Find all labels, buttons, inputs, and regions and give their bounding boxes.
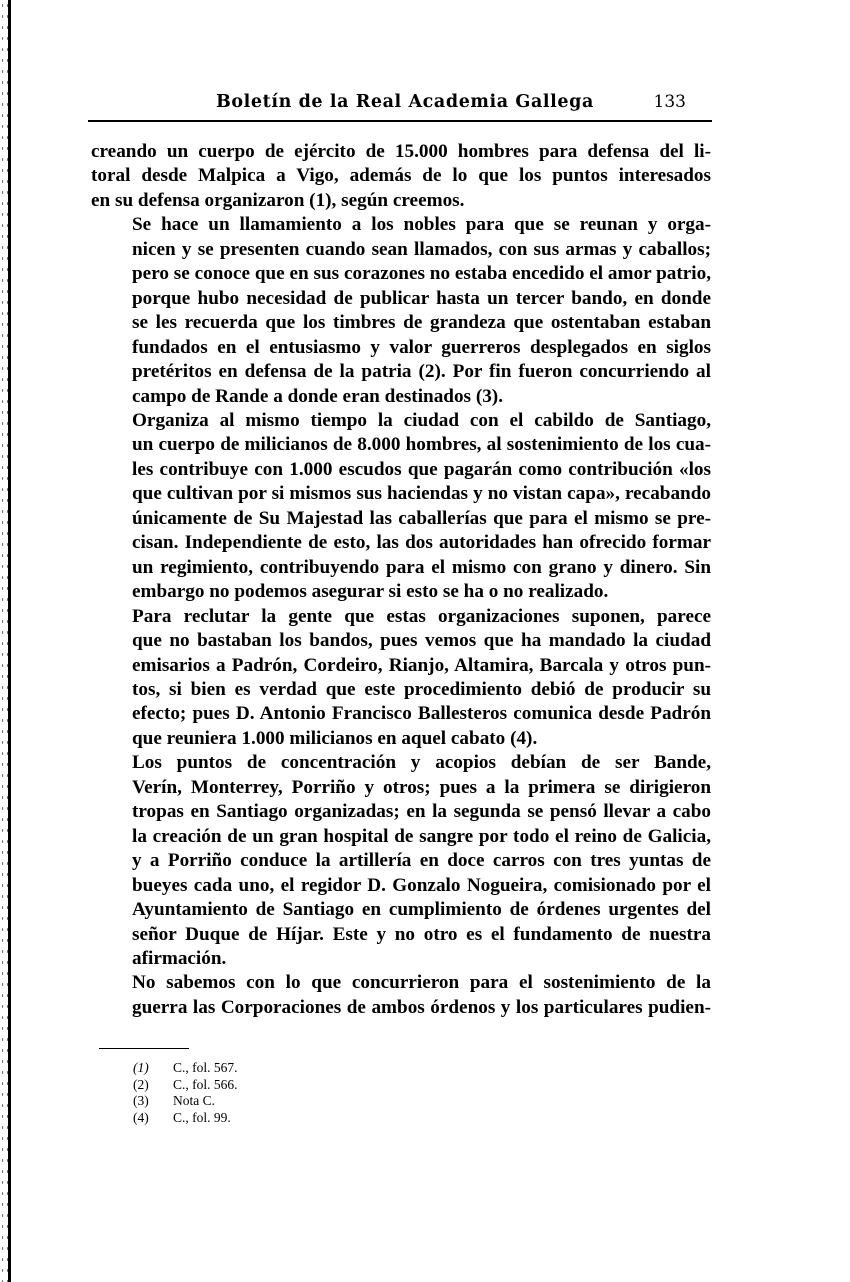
footnote-mark: (1) xyxy=(133,1060,149,1075)
text-line: Para reclutar la gente que estas organizaciones suponen, parece xyxy=(132,605,711,627)
footnotes xyxy=(133,1060,238,1126)
text-line: tropas en Santiago organizadas; en la segunda se pensó llevar a cabo xyxy=(132,801,711,823)
text-line: en su defensa organizaron (1), según creemos. xyxy=(91,189,465,211)
text-line: que no bastaban los bandos, pues vemos que ha mandado la ciudad xyxy=(132,630,711,652)
text-line: les contribuye con 1.000 escudos que pagarán como contribución «los xyxy=(132,458,711,480)
text-line: Se hace un llamamiento a los nobles para que se reunan y orga- xyxy=(132,214,711,236)
text-line: pretéritos en defensa de la patria (2). Por fin fueron concurriendo al xyxy=(132,361,711,383)
header-rule xyxy=(88,120,712,122)
text-line: campo de Rande a donde eran destinados (3). xyxy=(132,385,503,407)
text-line: emisarios a Padrón, Cordeiro, Rianjo, Altamira, Barcala y otros pun- xyxy=(132,654,711,676)
text-line: guerra las Corporaciones de ambos órdenos y los particulares pudien- xyxy=(132,996,711,1018)
footnote-text: C., fol. 567. xyxy=(173,1060,238,1075)
text-line: y a Porriño conduce la artillería en doce carros con tres yuntas de xyxy=(132,850,711,872)
text-line: un cuerpo de milicianos de 8.000 hombres, al sostenimiento de los cua- xyxy=(132,434,711,456)
text-line: Ayuntamiento de Santiago en cumplimiento de órdenes urgentes del xyxy=(132,899,711,921)
text-line: que reuniera 1.000 milicianos en aquel cabato (4). xyxy=(132,727,538,749)
paragraph-5 xyxy=(91,751,711,971)
text-line: efecto; pues D. Antonio Francisco Ballesteros comunica desde Padrón xyxy=(132,703,711,725)
text-line: cisan. Independiente de esto, las dos autoridades han ofrecido formar xyxy=(132,532,711,554)
text-line: Organiza al mismo tiempo la ciudad con el cabildo de Santiago, xyxy=(132,409,711,431)
text-line: Los puntos de concentración y acopios debían de ser Bande, xyxy=(132,752,711,774)
text-line: señor Duque de Híjar. Este y no otro es el fundamento de nuestra xyxy=(132,923,711,945)
text-line: No sabemos con lo que concurrieron para el sostenimiento de la xyxy=(132,972,711,994)
text-line: creando un cuerpo de ejército de 15.000 hombres para defensa del li- xyxy=(91,141,711,162)
paragraph-6 xyxy=(91,971,711,1020)
paragraph-3 xyxy=(91,409,711,605)
text-line: únicamente de Su Majestad las caballerías que para el mismo se pre- xyxy=(132,507,711,529)
text-line: porque hubo necesidad de publicar hasta un tercer bando, en donde xyxy=(132,287,711,309)
text-line: Verín, Monterrey, Porriño y otros; pues a la primera se dirigieron xyxy=(132,776,711,798)
footnote-mark: (3) xyxy=(133,1093,149,1108)
page-number: 133 xyxy=(653,92,686,112)
page-header xyxy=(88,88,712,122)
footnote-mark: (4) xyxy=(133,1109,149,1125)
footnote-text: C., fol. 99. xyxy=(173,1109,231,1125)
text-line: fundados en el entusiasmo y valor guerreros desplegados en siglos xyxy=(132,336,711,358)
footnote-4 xyxy=(133,1110,238,1127)
running-title: Boletín de la Real Academia Gallega xyxy=(216,92,594,112)
text-line: toral desde Malpica a Vigo, además de lo que los puntos interesados xyxy=(91,165,711,187)
footnote-1 xyxy=(133,1060,238,1077)
text-line: pero se conoce que en sus corazones no estaba encedido el amor patrio, xyxy=(132,263,711,285)
body-text xyxy=(91,140,711,1020)
paragraph-4 xyxy=(91,605,711,752)
footnote-3 xyxy=(133,1093,238,1110)
scan-edge-line xyxy=(8,0,11,1282)
footnote-mark: (2) xyxy=(133,1076,149,1092)
footnote-rule xyxy=(99,1048,189,1049)
text-line: que cultivan por si mismos sus haciendas y no vistan capa», recabando xyxy=(132,483,711,505)
footnote-text: Nota C. xyxy=(173,1093,215,1108)
text-line: la creación de un gran hospital de sangre por todo el reino de Galicia, xyxy=(132,825,711,847)
text-line: se les recuerda que los timbres de grandeza que ostentaban estaban xyxy=(132,312,711,334)
text-line: embargo no podemos asegurar si esto se ha o no realizado. xyxy=(132,581,609,603)
text-line: bueyes cada uno, el regidor D. Gonzalo Nogueira, comisionado por el xyxy=(132,874,711,896)
paragraph-1 xyxy=(91,140,711,213)
scan-edge-speckle xyxy=(0,0,8,1282)
paragraph-2 xyxy=(91,213,711,409)
text-line: afirmación. xyxy=(132,947,227,969)
text-line: tos, si bien es verdad que este procedimiento debió de producir su xyxy=(132,678,711,700)
footnote-text: C., fol. 566. xyxy=(173,1076,238,1092)
text-line: nicen y se presenten cuando sean llamados, con sus armas y caballos; xyxy=(132,238,711,260)
text-line: un regimiento, contribuyendo para el mismo con grano y dinero. Sin xyxy=(132,556,711,578)
footnote-2 xyxy=(133,1077,238,1094)
